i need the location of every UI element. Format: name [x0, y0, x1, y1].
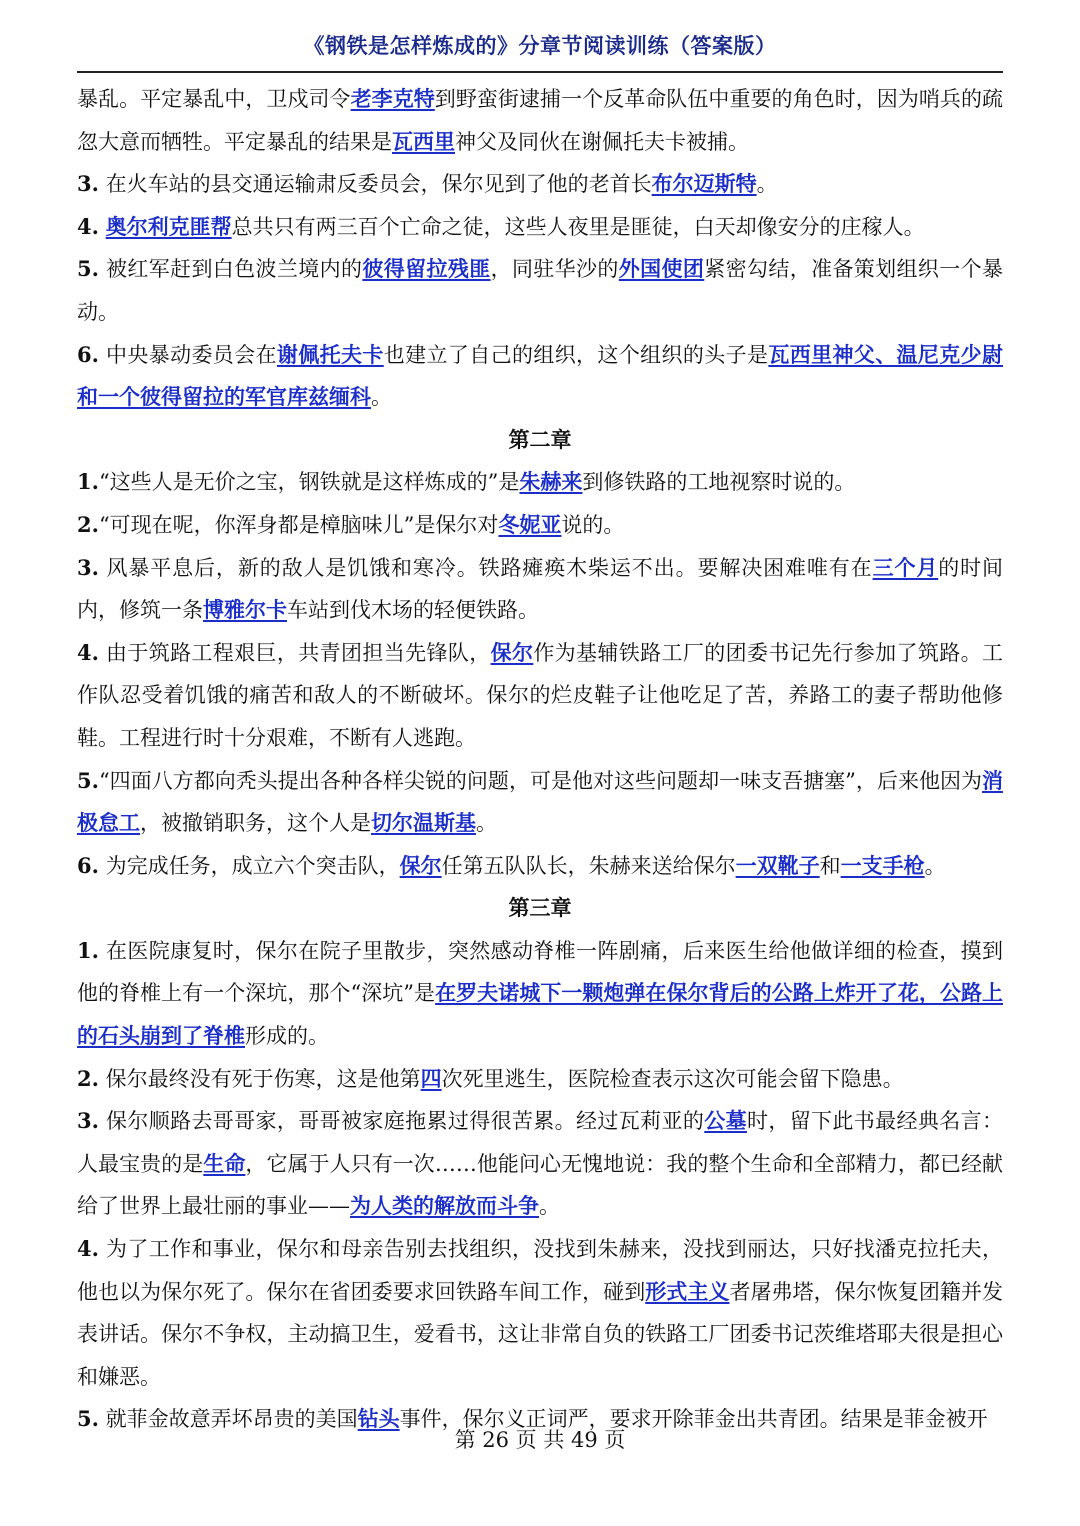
question-number: 1.: [77, 937, 99, 963]
answer-text: 一支手枪: [840, 852, 925, 878]
body-text: 形成的。: [245, 1024, 329, 1049]
body-text: 和: [819, 853, 841, 878]
answer-text: 外国使团: [618, 256, 705, 282]
question-number: 5.: [77, 1406, 99, 1432]
question-paragraph: [77, 1100, 1003, 1228]
answer-text: 公墓: [704, 1108, 747, 1134]
question-number: 4.: [77, 1236, 99, 1262]
question-number: 3.: [77, 554, 99, 580]
question-paragraph: [77, 760, 1003, 845]
body-text: 到修铁路的工地视察时说的。: [582, 470, 856, 495]
body-text: 。: [371, 385, 392, 410]
answer-text: 冬妮亚: [498, 511, 562, 537]
answer-text: 博雅尔卡: [203, 597, 287, 623]
answer-text: 切尔温斯基: [371, 810, 476, 836]
body-text: 神父及同伙在谢佩托夫卡被捕。: [455, 129, 749, 154]
body-text: ，被撤销职务，这个人是: [140, 811, 371, 836]
chapter-heading: 第三章: [508, 895, 572, 921]
question-paragraph: [77, 504, 1003, 547]
question-number: 1.: [77, 469, 99, 495]
chapter-heading: 第二章: [508, 426, 572, 452]
body-text: 车站到伐木场的轻便铁路。: [287, 598, 539, 623]
body-text: 。: [476, 811, 497, 836]
question-paragraph: [77, 78, 1003, 163]
body-text: 时，留下此书最经典名言：人最宝贵的是: [77, 1109, 1003, 1176]
answer-text: 形式主义: [645, 1278, 730, 1304]
body-text: 中央暴动委员会在: [98, 342, 277, 367]
body-text: 由于筑路工程艰巨，共青团担当先锋队，: [98, 640, 491, 665]
body-text: “可现在呢，你浑身都是樟脑味儿”是保尔对: [98, 512, 499, 537]
body-text: 次死里逃生，医院检查表示这次可能会留下隐患。: [441, 1066, 904, 1091]
answer-text: 为人类的解放而斗争: [350, 1193, 539, 1219]
answer-text: 朱赫来: [519, 469, 583, 495]
answer-text: 一双靴子: [735, 852, 820, 878]
question-number: 2.: [77, 1065, 99, 1091]
body-text: ，它属于人只有一次……他能问心无愧地说：我的整个生命和全部精力，都已经献给了世界上最壮丽的事业——: [77, 1151, 1004, 1219]
question-paragraph: [77, 163, 1003, 206]
header-divider: [77, 71, 1003, 73]
body-text: 紧密勾结，准备策划组织一个暴动。: [77, 257, 1004, 324]
answer-text: 三个月: [872, 554, 939, 580]
question-paragraph: [77, 206, 1003, 249]
answer-text: 布尔迈斯特: [651, 171, 757, 197]
question-paragraph: [77, 1058, 1003, 1101]
question-number: 3.: [77, 171, 99, 197]
body-text: 者屠弗塔，保尔恢复团籍并发表讲话。保尔不争权，主动搞卫生，爱看书，这让非常自负的铁路工厂团委书记茨维塔耶夫很是担心和嫌恶。: [77, 1279, 1004, 1389]
body-text: 说的。: [561, 512, 625, 537]
body-text: 任第五队队长，朱赫来送给保尔: [441, 853, 736, 878]
page-number: 第 26 页 共 49 页: [454, 1428, 626, 1452]
answer-text: 谢佩托夫卡: [276, 341, 384, 367]
body-text: 总共只有两三百个亡命之徒，这些人夜里是匪徒，白天却像安分的庄稼人。: [231, 214, 925, 239]
question-paragraph: [77, 1228, 1003, 1398]
body-text: 保尔最终没有死于伤寒，这是他第: [98, 1066, 421, 1091]
question-paragraph: [77, 334, 1003, 419]
answer-text: 在罗夫诺城下一颗炮弹在保尔背后的公路上炸开了花，公路上的石头崩到了脊椎: [77, 980, 1003, 1049]
body-text: [99, 215, 106, 239]
answer-text: 保尔: [490, 639, 534, 665]
body-text: 也建立了自己的组织，这个组织的头子是: [383, 342, 769, 367]
answer-text: 保尔: [399, 852, 442, 878]
body-text: 作为基辅铁路工厂的团委书记先行参加了筑路。工作队忍受着饥饿的痛苦和敌人的不断破坏。保尔的烂皮鞋子让他吃足了苦，养路工的妻子帮助他修鞋。工程进行时十分艰难，不断有人逃跑。: [77, 640, 1003, 750]
body-text: 。: [756, 172, 778, 197]
answer-text: 老李克特: [350, 86, 435, 111]
body-text: 被红军赶到白色波兰境内的: [98, 257, 363, 282]
body-text: 在医院康复时，保尔在院子里散步，突然感动脊椎一阵剧痛，后来医生给他做详细的检查，摸到他的脊椎上有一个深坑，那个“深坑”是: [77, 938, 1003, 1006]
answer-text: 彼得留拉残匪: [362, 256, 491, 282]
answer-text: 四: [420, 1065, 442, 1091]
body-text: 。: [539, 1194, 560, 1219]
document-body: [77, 78, 1003, 1441]
body-text: 为完成任务，成立六个突击队，: [98, 853, 400, 878]
question-paragraph: [77, 461, 1003, 504]
question-number: 2.: [77, 511, 99, 537]
body-text: 暴乱。平定暴乱中，卫戍司令: [77, 87, 351, 111]
answer-text: 奥尔利克匪帮: [105, 213, 232, 239]
question-paragraph: [77, 632, 1003, 760]
answer-text: 钻头: [357, 1406, 400, 1432]
body-text: 为了工作和事业，保尔和母亲告别去找组织，没找到朱赫来，没找到丽达，只好找潘克拉托夫，他也以为保尔死了。保尔在省团委要求回铁路车间工作，碰到: [77, 1237, 1003, 1304]
answer-text: 瓦西里神父、温尼克少尉和一个彼得留拉的军官库兹缅科: [77, 341, 1004, 410]
body-text: 。: [924, 853, 946, 878]
answer-text: 瓦西里: [392, 128, 455, 154]
body-text: 事件，保尔义正词严，要求开除菲金出共青团。结果是菲金被开: [399, 1407, 988, 1432]
question-number: 3.: [77, 1108, 99, 1134]
question-paragraph: [77, 248, 1003, 333]
body-text: 风暴平息后，新的敌人是饥饿和寒冷。铁路瘫痪木柴运不出。要解决困难唯有在: [98, 555, 873, 580]
question-number: 5.: [77, 256, 99, 282]
question-number: 5.: [77, 767, 99, 793]
question-paragraph: [77, 845, 1003, 888]
answer-text: 生命: [203, 1150, 246, 1176]
question-number: 4.: [77, 639, 99, 665]
body-text: 在火车站的县交通运输肃反委员会，保尔见到了他的老首长: [98, 172, 652, 197]
question-number: 4.: [77, 213, 99, 239]
question-number: 6.: [77, 852, 99, 878]
body-text: “四面八方都向秃头提出各种各样尖锐的问题，可是他对这些问题却一味支吾搪塞”，后来他因为: [98, 768, 982, 793]
body-text: ，同驻华沙的: [490, 257, 619, 282]
body-text: “这些人是无价之宝，钢铁就是这样炼成的”是: [98, 470, 520, 495]
question-paragraph: [77, 547, 1003, 632]
body-text: 到野蛮街逮捕一个反革命队伍中重要的角色时，因为哨兵的疏忽大意而牺牲。平定暴乱的结果是: [77, 87, 1004, 154]
question-paragraph: [77, 930, 1003, 1058]
page-header-title: 《钢铁是怎样炼成的》分章节阅读训练（答案版）: [303, 33, 777, 58]
body-text: 保尔顺路去哥哥家，哥哥被家庭拖累过得很苦累。经过瓦莉亚的: [98, 1109, 705, 1134]
question-number: 6.: [77, 341, 99, 367]
body-text: 就菲金故意弄坏昂贵的美国: [98, 1407, 358, 1432]
body-text: 的时间内，修筑一条: [77, 555, 1004, 623]
answer-text: 消极怠工: [77, 767, 1003, 836]
